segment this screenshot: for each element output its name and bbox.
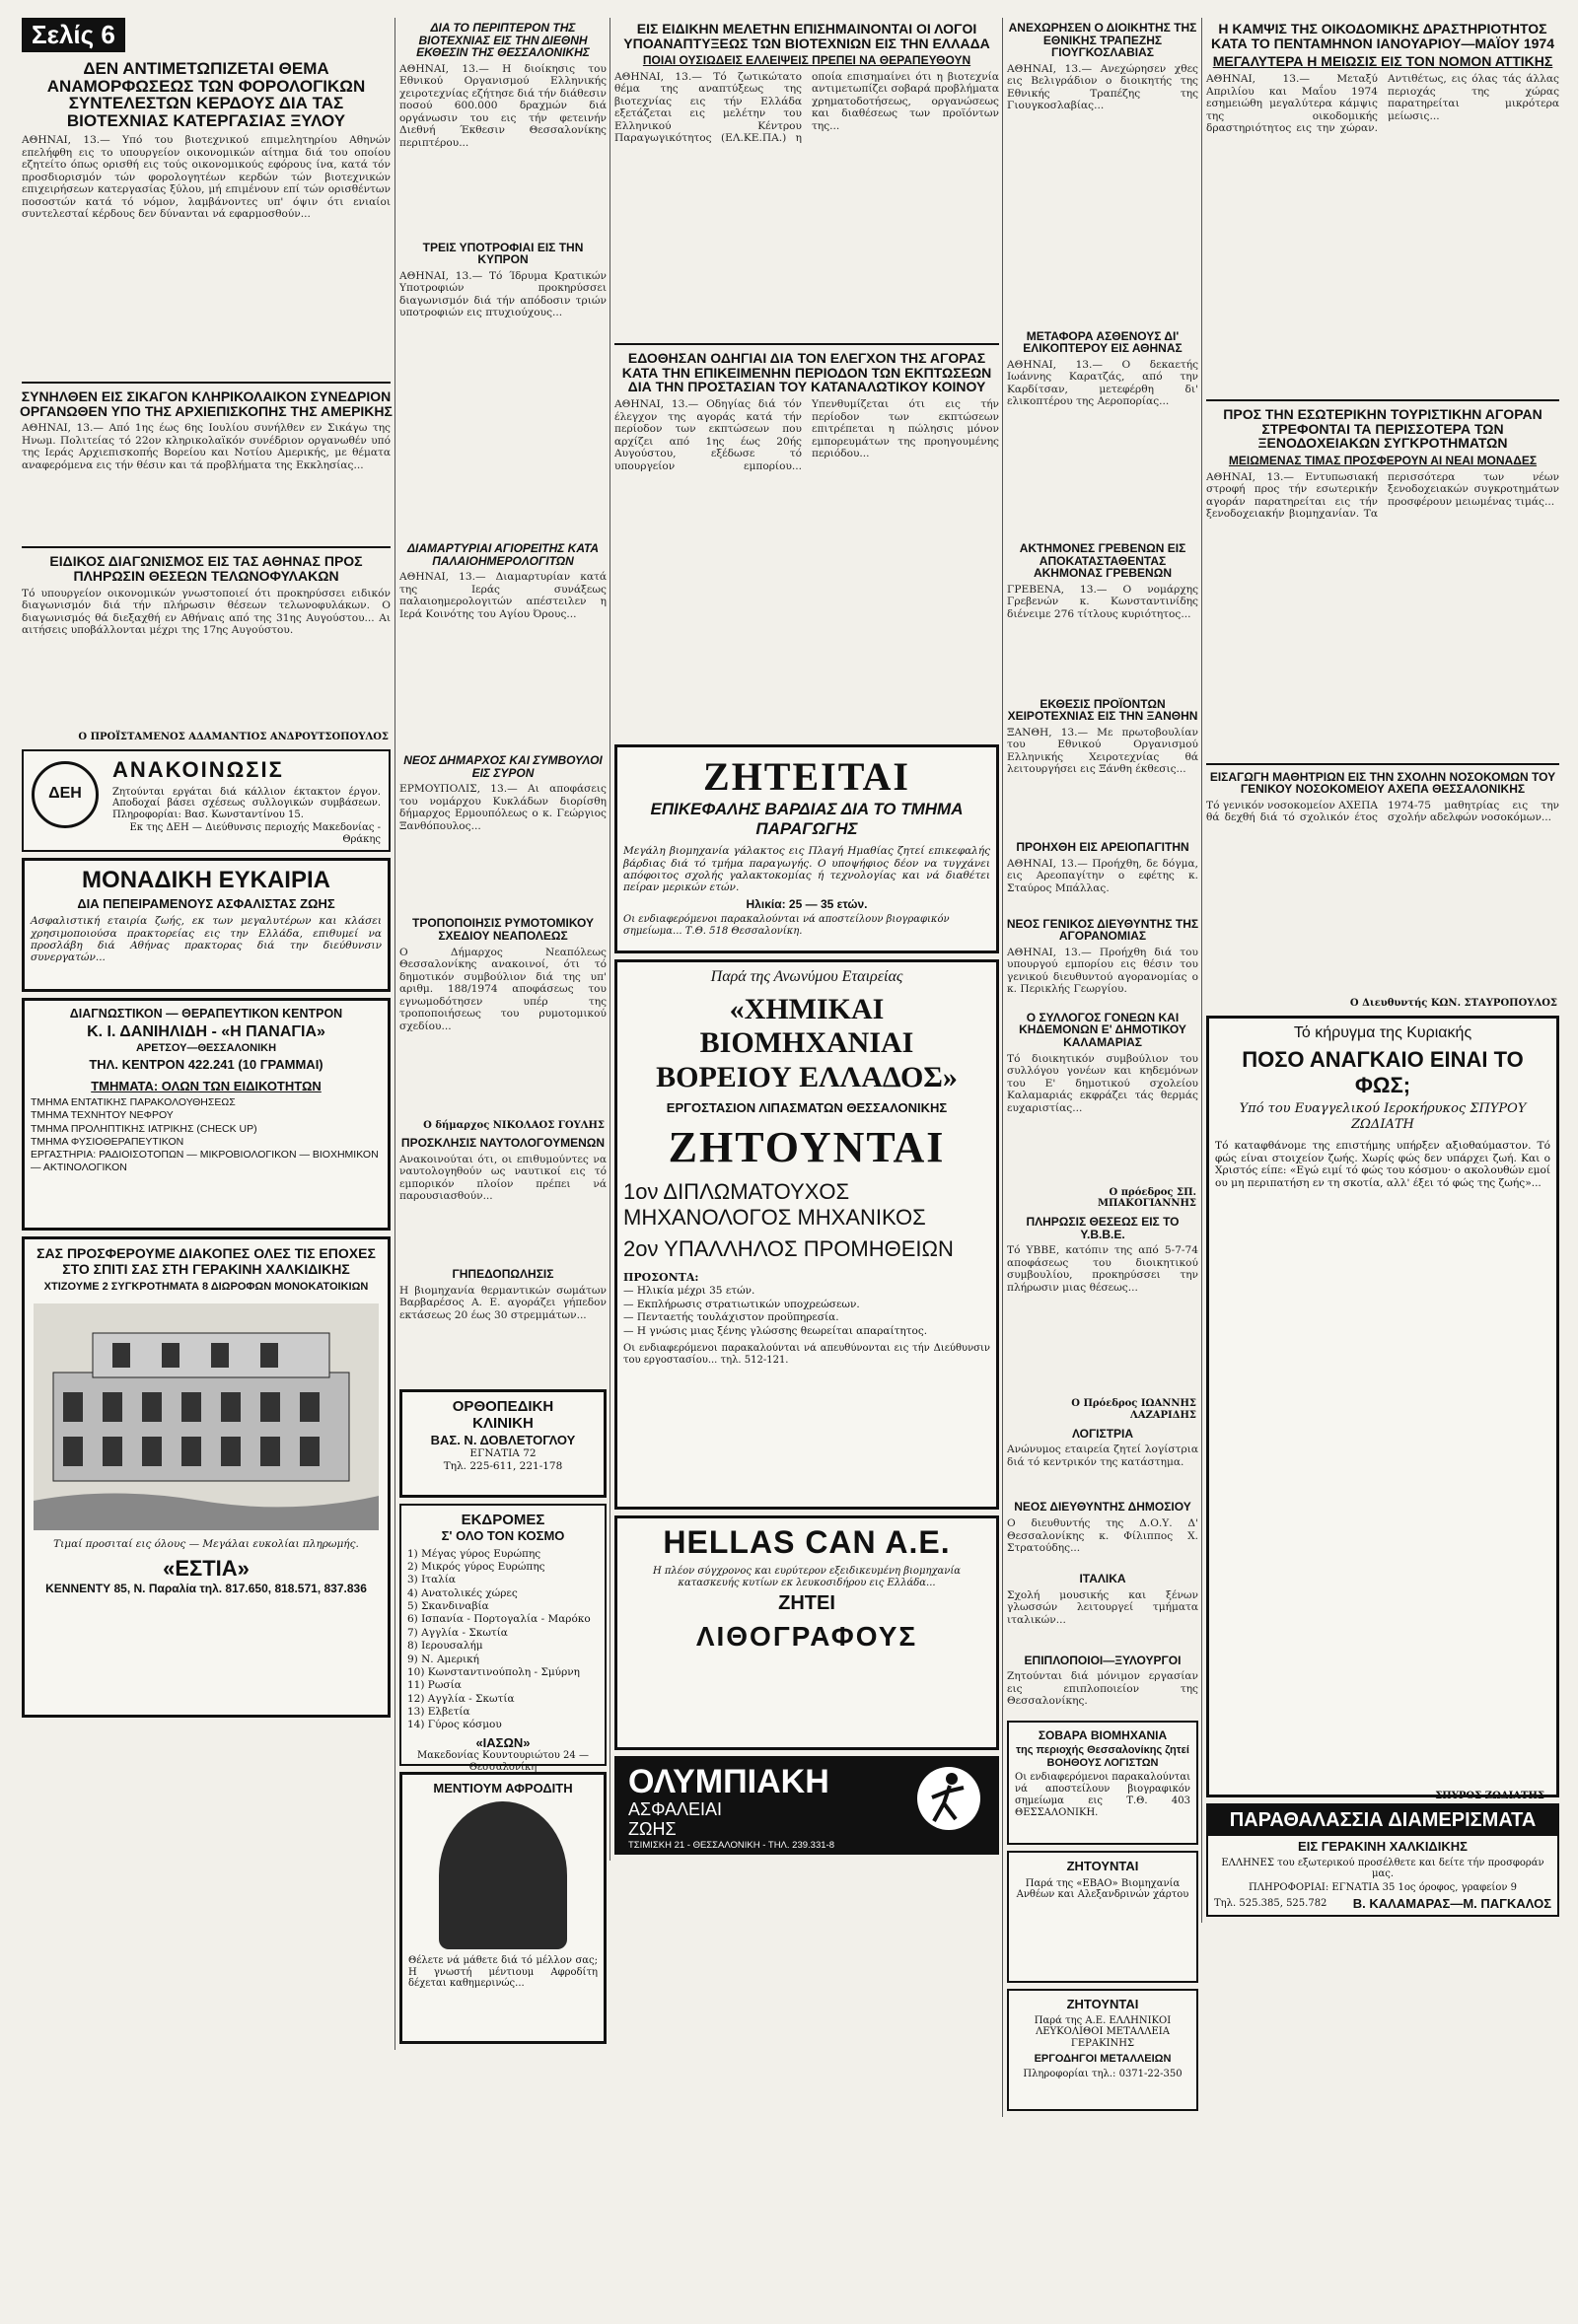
sermon-body: Τό καταφθάνομε της επιστήμης υπήρξεν αξιοθαύμαστον. Τό φώς είναι στοιχείον ζωής. Χωρίς φώς δεν υπάρχει ζωή. Και ο Χριστός είπε: «Εγώ ειμί τό φώς του κόσμου· ο ακολουθών εμοί ου μη περιπατήση εν τη σκοτία, αλλ' έξει τό φώς της ζωής»... [1215, 1140, 1550, 1189]
article-body: Σχολή μουσικής και ξένων γλωσσών λειτουργεί τμήματα ιταλικών... [1007, 1588, 1198, 1626]
ad-text: Θέλετε νά μάθετε διά τό μέλλον σας; Η γνωστή μέντιουμ Αφροδίτη δέχεται καθημερινώς... [408, 1954, 598, 1990]
signature: ΣΠΥΡΟΣ ΖΩΔΙΑΤΗΣ [1435, 1791, 1544, 1802]
article-headline: ΕΚΘΕΣΙΣ ΠΡΟΪΟΝΤΩΝ ΧΕΙΡΟΤΕΧΝΙΑΣ ΕΙΣ ΤΗΝ ΞΑΝΘΗΝ [1007, 696, 1198, 724]
clinic-dept: ΕΡΓΑΣΤΗΡΙΑ: ΡΑΔΙΟΙΣΟΤΟΠΩΝ — ΜΙΚΡΟΒΙΟΛΟΓΙΚΟΝ — ΒΙΟΧΗΜΙΚΟΝ — ΑΚΤΙΝΟΛΟΓΙΚΟΝ [31, 1149, 379, 1173]
ad-orthopedic-clinic [399, 1389, 607, 1498]
trip-item: 1) Μέγας γύρος Ευρώπης [407, 1547, 541, 1560]
sermon-kicker: Τό κήρυγμα της Κυριακής [1293, 1023, 1472, 1041]
article-body: ΑΘΗΝΑΙ, 13.— Η διοίκησις του Εθνικού Οργανισμού Ελληνικής χειροτεχνίας εζήτησε διά τήν διάθεσιν ποσού 600.000 δραχμών διά οργάνωσιν του εις τήν φετεινήν Διεθνή Έκθεσιν Θεσσαλονίκης περιπτέρου... [399, 62, 607, 149]
trip-item: 5) Σκανδιναβία [407, 1600, 489, 1613]
article-body: ΑΘΗΝΑΙ, 13.— Προήχθη διά του υπουργού εμπορίου εις θέσιν του γενικού διευθυντού αγορανομίας ο κ. Περικλής Γεωργίου. [1007, 946, 1198, 996]
ad-footer: Οι ενδιαφερόμενοι παρακαλούνται νά αποστείλουν βιογραφικόν σημείωμα... Τ.Θ. 518 Θεσσαλονίκη. [623, 913, 950, 937]
ad-subtitle: ΕΠΙΚΕΦΑΛΗΣ ΒΑΡΔΙΑΣ ΔΙΑ ΤΟ ΤΜΗΜΑ ΠΑΡΑΓΩΓΗΣ [650, 800, 964, 839]
trip-item: 4) Ανατολικές χώρες [407, 1586, 518, 1599]
article-headline: ΠΛΗΡΩΣΙΣ ΘΕΣΕΩΣ ΕΙΣ ΤΟ Υ.Β.Β.Ε. [1026, 1215, 1180, 1241]
article-subheadline: ΜΕΓΑΛΥΤΕΡΑ Η ΜΕΙΩΣΙΣ ΕΙΣ ΤΟΝ ΝΟΜΟΝ ΑΤΤΙΚΗΣ [1212, 53, 1553, 70]
article-body: Ανακοινούται ότι, οι επιθυμούντες να ναυτολογηθούν ως ναυτικοί εις τό εμπορικόν πλοίον πρέπει νά παρουσιασθούν... [399, 1153, 607, 1203]
trip-item: 9) Ν. Αμερική [407, 1653, 479, 1665]
article-headline: ΛΟΓΙΣΤΡΙΑ [1071, 1426, 1134, 1441]
ad-mines [1007, 1989, 1198, 2111]
article-headline: ΕΔΟΘΗΣΑΝ ΟΔΗΓΙΑΙ ΔΙΑ ΤΟΝ ΕΛΕΓΧΟΝ ΤΗΣ ΑΓΟΡΑΣ ΚΑΤΑ ΤΗΝ ΕΠΙΚΕΙΜΕΝΗΝ ΠΕΡΙΟΔΟΝ ΤΩΝ ΕΚΠΤΩΣΕΩΝ ΔΙΑ ΤΗΝ ΠΡΟΣΤΑΣΙΑΝ ΤΟΥ ΚΑΤΑΝΑΛΩΤΙΚΟΥ ΚΟΙΝΟΥ [621, 349, 992, 395]
ad-dei [22, 749, 391, 852]
article-body: Τό γενικόν νοσοκομείον ΑΧΕΠΑ θά δεχθή διά τό σχολικόν έτος 1974-75 μαθητρίας εις την σχολήν αδελφών νοσοκόμων... [1206, 799, 1559, 824]
article-body: ΞΑΝΘΗ, 13.— Με πρωτοβουλίαν του Εθνικού Οργανισμού Ελληνικής Χειροτεχνίας θά λειτουργήσει εις Ξάνθη έκθεσις... [1007, 726, 1198, 776]
ad-phone: Τηλ. 525.385, 525.782 [1214, 1897, 1327, 1909]
ad-text: Παρά της Α.Ε. ΕΛΛΗΝΙΚΟΙ ΛΕΥΚΟΛΙΘΟΙ ΜΕΤΑΛΛΕΙΑ ΓΕΡΑΚΙΝΗΣ [1034, 2014, 1172, 2050]
ad-footer: Οι ενδιαφερόμενοι παρακαλούνται νά απευθύνονται εις τήν Διεύθυνσιν του εργοστασίου... τηλ. 512-121. [623, 1342, 990, 1366]
signature: Ο Διευθυντής ΚΩΝ. ΣΤΑΥΡΟΠΟΥΛΟΣ [1349, 997, 1557, 1009]
ad-subtitle: ΖΗΤΕΙ [778, 1592, 835, 1615]
requirement: — Εκπλήρωσις στρατιωτικών υποχρεώσεων. [623, 1298, 860, 1310]
ad-hellas-can [614, 1515, 999, 1750]
ad-title: ΖΗΤΟΥΝΤΑΙ [668, 1122, 946, 1171]
portrait-photo-icon [439, 1801, 567, 1949]
article-headline: ΙΤΑΛΙΚΑ [1079, 1572, 1126, 1586]
agency-address: Μακεδονίας Κουντουριώτου 24 — Θεσσαλονίκη [417, 1750, 589, 1773]
ad-chemical-industries [614, 959, 999, 1510]
ad-phone: Τηλ. 225-611, 221-178 [443, 1459, 563, 1472]
ad-subtitle: ΔΙΑ ΠΕΠΕΙΡΑΜΕΝΟΥΣ ΑΣΦΑΛΙΣΤΑΣ ΖΩΗΣ [77, 895, 335, 911]
trip-list [407, 1548, 599, 1731]
ad-text: Ζητούνται εργάται διά κάλλιον έκτακτον έργον. Αποδοχαί βάσει σχέσεως συλλογικών συμβάσεων. Πληροφορίαι: Βασ. Κωνσταντίνου 15. [112, 786, 381, 821]
requirements-title: ΠΡΟΣΟΝΤΑ: [623, 1270, 699, 1284]
article-body: ΑΘΗΝΑΙ, 13.— Ανεχώρησεν χθες εις Βελιγράδιον ο διοικητής της Εθνικής Τραπέζης της Γιουγκοσλαβίας... [1007, 62, 1198, 112]
article-body: ΑΘΗΝΑΙ, 13.— Οδηγίας διά τόν έλεγχον της αγοράς κατά τήν περίοδον των εκπτώσεων που αρχίζει από 1ης έως 20ής Αυγούστου, εξέδωσε τό υπουργείον εμπορίου... Υπενθυμίζεται ότι εις τήν περίοδον των εκπτώσεων επιτρέπεται η πώλησις μόνον εμπορευμάτων της προηγουμένης περιόδου... [614, 398, 999, 472]
ad-company: «ΧΗΜΙΚΑΙ ΒΙΟΜΗΧΑΝΙΑΙ ΒΟΡΕΙΟΥ ΕΛΛΑΔΟΣ» [656, 992, 958, 1093]
clinic-dept: ΤΜΗΜΑ ΦΥΣΙΟΘΕΡΑΠΕΥΤΙΚΟΝ [31, 1135, 184, 1148]
article-headline: Η ΚΑΜΨΙΣ ΤΗΣ ΟΙΚΟΔΟΜΙΚΗΣ ΔΡΑΣΤΗΡΙΟΤΗΤΟΣ ΚΑΤΑ ΤΟ ΠΕΝΤΑΜΗΝΟΝ ΙΑΝΟΥΑΡΙΟΥ—ΜΑΪΟΥ 1974 [1211, 21, 1554, 51]
ad-title: ΔΙΑΓΝΩΣΤΙΚΟΝ — ΘΕΡΑΠΕΥΤΙΚΟΝ ΚΕΝΤΡΟΝ [69, 1006, 343, 1021]
ad-subtitle: Σ' ΟΛΟ ΤΟΝ ΚΟΣΜΟ [441, 1528, 565, 1544]
article-headline: ΠΡΟΣΚΛΗΣΙΣ ΝΑΥΤΟΛΟΓΟΥΜΕΝΩΝ [400, 1136, 606, 1151]
article-headline: ΕΙΣ ΕΙΔΙΚΗΝ ΜΕΛΕΤΗΝ ΕΠΙΣΗΜΑΙΝΟΝΤΑΙ ΟΙ ΛΟΓΟΙ ΥΠΟΑΝΑΠΤΥΞΕΩΣ ΤΩΝ ΒΙΟΤΕΧΝΙΩΝ ΕΙΣ ΤΗΝ ΕΛΛΑΔΑ [623, 21, 990, 51]
ad-address: ΚΕΝΝΕΝΤΥ 85, Ν. Παραλία τηλ. 817.650, 818.571, 837.836 [45, 1581, 367, 1595]
divider [614, 343, 999, 345]
article-body: Τό υπουργείον οικονομικών γνωστοποιεί ότι προκηρύσσει ειδικόν διαγωνισμόν διά τήν πλήρωσιν θέσεων τελωνοφυλάκων. Ο διαγωνισμός θά διεξαχθή εν Αθήναις από της 31ης Αυγούστου... Αι αιτήσεις υποβάλλονται μέχρι της 17ης Αυγούστου. [22, 587, 391, 637]
clinic-dept: ΤΜΗΜΑ ΠΡΟΛΗΠΤΙΚΗΣ ΙΑΤΡΙΚΗΣ (CHECK UP) [31, 1122, 257, 1135]
article-headline: ΤΡΟΠΟΠΟΙΗΣΙΣ ΡΥΜΟΤΟΜΙΚΟΥ ΣΧΕΔΙΟΥ ΝΕΑΠΟΛΕΩΣ [412, 916, 594, 943]
article-headline: ΜΕΤΑΦΟΡΑ ΑΣΘΕΝΟΥΣ ΔΙ' ΕΛΙΚΟΠΤΕΡΟΥ ΕΙΣ ΑΘΗΝΑΣ [1023, 328, 1183, 356]
ad-medium [399, 1772, 607, 2044]
trip-item: 14) Γύρος κόσμου [407, 1719, 502, 1731]
article-body: Τό ΥΒΒΕ, κατόπιν της από 5-7-74 αποφάσεως του διοικητικού συμβουλίου, προκηρύσσει την πλήρωσιν μιας θέσεως... [1007, 1244, 1198, 1294]
ad-title: ΜΟΝΑΔΙΚΗ ΕΥΚΑΙΡΙΑ [82, 866, 330, 893]
requirement: — Ηλικία μέχρι 35 ετών. [623, 1285, 755, 1298]
ad-title: ΣΟΒΑΡΑ ΒΙΟΜΗΧΑΝΙΑ [1038, 1728, 1168, 1743]
article-headline: ΝΕΟΣ ΓΕΝΙΚΟΣ ΔΙΕΥΘΥΝΤΗΣ ΤΗΣ ΑΓΟΡΑΝΟΜΙΑΣ [1006, 916, 1199, 944]
agency-name: «ΙΑΣΩΝ» [475, 1734, 531, 1750]
ad-line: ΟΡΘΟΠΕΔΙΚΗ [452, 1397, 554, 1415]
ad-text: Παρά της «ΕΒΑΟ» Βιομηχανία Ανθέων και Αλεξανδρινών χάρτου [1016, 1877, 1189, 1901]
ad-title: ΕΚΔΡΟΜΕΣ [461, 1511, 545, 1528]
position-1: 1ον ΔΙΠΛΩΜΑΤΟΥΧΟΣ ΜΗΧΑΝΟΛΟΓΟΣ ΜΗΧΑΝΙΚΟΣ [623, 1178, 926, 1230]
article-body: ΑΘΗΝΑΙ, 13.— Μεταξύ Απριλίου και Μαΐου 1974 εσημειώθη μεγαλύτερα κάμψις της οικοδομικής δραστηριότητος εις την χώραν. Αντιθέτως, εις όλας τάς άλλας περιοχάς της χώρας παρατηρείται μικρότερα μείωσις... [1206, 73, 1559, 135]
ad-title: ΖΗΤΟΥΝΤΑΙ [1066, 1859, 1139, 1874]
article-headline: ΕΠΙΠΛΟΠΟΙΟΙ—ΞΥΛΟΥΡΓΟΙ [1024, 1653, 1182, 1667]
ad-title: ΖΗΤΟΥΝΤΑΙ [1066, 1997, 1139, 2012]
article-body: ΑΘΗΝΑΙ, 13.— Τό ζωτικώτατο θέμα της αναπτύξεως της βιοτεχνίας εις τήν Ελλάδα εξετάζεται εις μελέτην του Ελληνικού Κέντρου Παραγωγικότητος (ΕΛ.ΚΕ.ΠΑ.) η οποία επισημαίνει ότι η βιοτεχνία αντιμετωπίζει σοβαρά προβλήματα χρηματοδοτήσεως, οργανώσεως και διαθέσεως των προϊόντων της... [614, 70, 999, 145]
trip-item: 2) Μικρός γύρος Ευρώπης [407, 1560, 545, 1573]
ad-text: Ασφαλιστική εταιρία ζωής, εκ των μεγαλυτέρων και κλάσει χρησιμοποιούσα πρακτορείας εις την Ελλάδα, επιθυμεί να προσλάβη διά Αθήνας πρακτορας διά την διεύθυνσιν συνεργατών... [31, 915, 382, 964]
article-headline: ΝΕΟΣ ΔΗΜΑΡΧΟΣ ΚΑΙ ΣΥΜΒΟΥΛΟΙ ΕΙΣ ΣΥΡΟΝ [403, 753, 603, 780]
article-headline: ΠΡΟΣ ΤΗΝ ΕΣΩΤΕΡΙΚΗΝ ΤΟΥΡΙΣΤΙΚΗΝ ΑΓΟΡΑΝ ΣΤΡΕΦΟΝΤΑΙ ΤΑ ΠΕΡΙΣΣΟΤΕΡΑ ΤΩΝ ΞΕΝΟΔΟΧΕΙΑΚΩΝ ΣΥΓΚΡΟΤΗΜΑΤΩΝ [1223, 406, 1542, 452]
ad-title: ΣΑΣ ΠΡΟΣΦΕΡΟΥΜΕ ΔΙΑΚΟΠΕΣ ΟΛΕΣ ΤΙΣ ΕΠΟΧΕΣ ΣΤΟ ΣΠΙΤΙ ΣΑΣ ΣΤΗ ΓΕΡΑΚΙΝΗ ΧΑΛΚΙΔΙΚΗΣ [36, 1244, 376, 1278]
article-subheadline: ΜΕΙΩΜΕΝΑΣ ΤΙΜΑΣ ΠΡΟΣΦΕΡΟΥΝ ΑΙ ΝΕΑΙ ΜΟΝΑΔΕΣ [1228, 454, 1538, 468]
trip-item: 12) Αγγλία - Σκωτία [407, 1692, 515, 1705]
ad-subtitle: της περιοχής Θεσσαλονίκης ζητεί ΒΟΗΘΟΥΣ ΛΟΓΙΣΤΩΝ [1016, 1744, 1189, 1770]
trip-item: 3) Ιταλία [407, 1574, 457, 1586]
article-headline: ΕΙΔΙΚΟΣ ΔΙΑΓΩΝΙΣΜΟΣ ΕΙΣ ΤΑΣ ΑΘΗΝΑΣ ΠΡΟΣ ΠΛΗΡΩΣΙΝ ΘΕΣΕΩΝ ΤΕΛΩΝΟΦΥΛΑΚΩΝ [49, 553, 363, 585]
page-number-label: Σελίς 6 [22, 18, 125, 52]
ad-intro: Παρά της Ανωνύμου Εταιρείας [710, 968, 903, 986]
article-body: Ο διευθυντής της Δ.Ο.Υ. Δ' Θεσσαλονίκης κ. Φίλιππος Χ. Στρατούδης... [1007, 1517, 1198, 1555]
article-headline: Ο ΣΥΛΛΟΓΟΣ ΓΟΝΕΩΝ ΚΑΙ ΚΗΔΕΜΟΝΩΝ Ε' ΔΗΜΟΤΙΚΟΥ ΚΑΛΑΜΑΡΙΑΣ [1019, 1010, 1186, 1049]
ad-clinic-panagia [22, 998, 391, 1231]
signature: Ο δήμαρχος ΝΙΚΟΛΑΟΣ ΓΟΥΛΗΣ [423, 1119, 605, 1131]
ad-text: Η πλέον σύγχρονος και ευρύτερον εξειδικευμένη βιομηχανία κατασκευής κυτίων εκ λευκοσιδήρου εις Ελλάδα... [652, 1565, 962, 1588]
ad-signature: Εκ της ΔΕΗ — Διεύθυνσις περιοχής Μακεδονίας - Θράκης [129, 822, 381, 845]
building-illustration-icon [34, 1303, 379, 1530]
ad-seaside-apartments [1206, 1803, 1559, 1918]
article-body: ΑΘΗΝΑΙ, 13.— Από 1ης έως 6ης Ιουλίου συνήλθεν εν Σικάγω της Ηνωμ. Πολιτείας τό 22ον κληρικολαϊκόν συνέδριον οργανωθέν υπό της Ιεράς Αρχιεπισκοπής Βορείου και Νοτίου Αμερικής, με θέματα αναφερόμενα εις τήν θέσιν και τά προβλήματα της Εκκλησίας... [22, 422, 391, 471]
ad-subtitle: ΧΤΙΖΟΥΜΕ 2 ΣΥΓΚΡΟΤΗΜΑΤΑ 8 ΔΙΩΡΟΦΩΝ ΜΟΝΟΚΑΤΟΙΚΙΩΝ [43, 1280, 369, 1293]
article-headline: ΑΚΤΗΜΟΝΕΣ ΓΡΕΒΕΝΩΝ ΕΙΣ ΑΠΟΚΑΤΑΣΤΑΘΕΝΤΑΣ ΑΚΗΜΟΝΑΣ ΓΡΕΒΕΝΩΝ [1019, 540, 1186, 581]
ad-sub: ΕΡΓΟΣΤΑΣΙΟΝ ΛΙΠΑΣΜΑΤΩΝ ΘΕΣΣΑΛΟΝΙΚΗΣ [666, 1100, 948, 1116]
article-body: Ο Δήμαρχος Νεαπόλεως Θεσσαλονίκης ανακοινοί, ότι τό δημοτικόν συμβούλιον διά της υπ' αριθμ. 188/1974 αποφάσεως του εγνωμοδότησεν υπέρ της τροποποιήσεως του ρυμοτομικού σχεδίου... [399, 946, 607, 1032]
clinic-dept: ΤΜΗΜΑ ΕΝΤΑΤΙΚΗΣ ΠΑΡΑΚΟΛΟΥΘΗΣΕΩΣ [31, 1095, 236, 1108]
article-body: ΑΘΗΝΑΙ, 13.— Τό Ίδρυμα Κρατικών Υποτροφιών προκηρύσσει διαγωνισμόν διά τήν απόδοσιν τριών υποτροφιών εις πτυχιούχους... [399, 269, 607, 319]
ad-text: ΕΛΛΗΝΕΣ του εξωτερικού προσέλθετε και δείτε τήν προσφοράν μας. [1221, 1857, 1544, 1880]
ad-estia-gerakini [22, 1236, 391, 1718]
discus-thrower-icon [914, 1764, 983, 1833]
ad-title: HELLAS CAN A.E. [663, 1524, 951, 1561]
article-body: ΓΡΕΒΕΝΑ, 13.— Ο νομάρχης Γρεβενών κ. Κωνσταντινίδης διένειμε 276 τίτλους κυριότητος... [1007, 583, 1198, 620]
article-headline: ΔΕΝ ΑΝΤΙΜΕΤΩΠΙΖΕΤΑΙ ΘΕΜΑ ΑΝΑΜΟΡΦΩΣΕΩΣ ΤΩΝ ΦΟΡΟΛΟΓΙΚΩΝ ΣΥΝΤΕΛΕΣΤΩΝ ΚΕΡΔΟΥΣ ΔΙΑ ΤΑΣ ΒΙΟΤΕΧΝΙΑΣ ΚΑΤΕΡΓΑΣΙΑΣ ΞΥΛΟΥ [46, 58, 366, 131]
signature: Ο πρόεδρος ΣΠ. ΜΠΑΚΟΓΙΑΝΝΗΣ [1097, 1186, 1196, 1210]
clinic-name: Κ. Ι. ΔΑΝΙΗΛΙΔΗ - «Η ΠΑΝΑΓΙΑ» [87, 1023, 325, 1041]
ad-insurance [22, 858, 391, 992]
ad-excursions [399, 1504, 607, 1773]
ad-title: ΜΕΝΤΙΟΥΜ ΑΦΡΟΔΙΤΗ [433, 1780, 573, 1796]
requirement: — Πενταετής τουλάχιστον προϋπηρεσία. [623, 1311, 839, 1324]
requirement: — Η γνώσις μιας ξένης γλώσσης θεωρείται απαραίτητος. [623, 1324, 928, 1337]
divider [1206, 399, 1559, 401]
ad-title: ΖΗΤΕΙΤΑΙ [703, 754, 910, 800]
divider [22, 546, 391, 548]
ad-address: ΠΛΗΡΟΦΟΡΙΑΙ: ΕΓΝΑΤΙΑ 35 1ος όροφος, γραφείον 9 [1249, 1882, 1517, 1894]
ad-name: ΒΑΣ. Ν. ΔΟΒΛΕΤΟΓΛΟΥ [430, 1432, 576, 1447]
trip-item: 7) Αγγλία - Σκωτία [407, 1626, 508, 1639]
ad-brand: ΟΛΥΜΠΙΑΚΗ [628, 1763, 829, 1801]
article-headline: ΠΡΟΗΧΘΗ ΕΙΣ ΑΡΕΙΟΠΑΓΙΤΗΝ [1016, 839, 1189, 854]
trip-item: 13) Ελβετία [407, 1706, 470, 1719]
dei-logo-icon: ΔΕΗ [32, 761, 99, 828]
trip-item: 6) Ισπανία - Πορτογαλία - Μαρόκο [407, 1613, 591, 1626]
article-body: ΑΘΗΝΑΙ, 13.— Ο δεκαετής Ιωάννης Καρατζάς, από την Καρδίτσαν, μετεφέρθη δι' ελικοπτέρου της Αεροπορίας... [1007, 358, 1198, 408]
article-headline: ΔΙΑΜΑΡΤΥΡΙΑΙ ΑΓΙΟΡΕΙΤΗΣ ΚΑΤΑ ΠΑΛΑΙΟΗΜΕΡΟΛΟΓΙΤΩΝ [406, 540, 600, 568]
article-body: Η βιομηχανία θερμαντικών σωμάτων Βαρβαρέσος Α. Ε. αγοράζει γήπεδον εκτάσεως 20 έως 30 στρεμμάτων... [399, 1284, 607, 1321]
ad-line: ΚΛΙΝΙΚΗ [472, 1415, 534, 1433]
clinic-sections-title: ΤΜΗΜΑΤΑ: ΟΛΩΝ ΤΩΝ ΕΙΔΙΚΟΤΗΤΩΝ [91, 1078, 322, 1093]
ad-evao [1007, 1851, 1198, 1983]
article-headline: ΝΕΟΣ ΔΙΕΥΘΥΝΤΗΣ ΔΗΜΟΣΙΟΥ [1014, 1500, 1191, 1514]
sermon-box [1206, 1016, 1559, 1802]
signature: Ο Πρόεδρος ΙΩΑΝΝΗΣ ΛΑΖΑΡΙΔΗΣ [1071, 1398, 1196, 1422]
ad-address: ΤΣΙΜΙΣΚΗ 21 - ΘΕΣΣΑΛΟΝΙΚΗ - ΤΗΛ. 239.331-8 [628, 1839, 834, 1851]
article-body: ΕΡΜΟΥΠΟΛΙΣ, 13.— Αι αποφάσεις του νομάρχου Κυκλάδων διορίσθη δήμαρχος Ερμουπόλεως ο κ. Γεώργιος Ξανθόπουλος... [399, 783, 607, 832]
clinic-dept: ΤΜΗΜΑ ΤΕΧΝΗΤΟΥ ΝΕΦΡΟΥ [31, 1109, 174, 1122]
article-headline: ΑΝΕΧΩΡΗΣΕΝ Ο ΔΙΟΙΚΗΤΗΣ ΤΗΣ ΕΘΝΙΚΗΣ ΤΡΑΠΕΖΗΣ ΓΙΟΥΓΚΟΣΛΑΒΙΑΣ [1008, 21, 1197, 60]
position-2: 2ον ΥΠΑΛΛΗΛΟΣ ΠΡΟΜΗΘΕΙΩΝ [623, 1235, 954, 1261]
article-headline: ΣΥΝΗΛΘΕΝ ΕΙΣ ΣΙΚΑΓΟΝ ΚΛΗΡΙΚΟΛΑΙΚΟΝ ΣΥΝΕΔΡΙΟΝ ΟΡΓΑΝΩΘΕΝ ΥΠΟ ΤΗΣ ΑΡΧΙΕΠΙΣΚΟΠΗΣ ΤΗΣ ΑΜΕΡΙΚΗΣ [20, 388, 393, 419]
ad-line: ΖΩΗΣ [628, 1819, 677, 1840]
article-body: ΑΘΗΝΑΙ, 13.— Υπό του βιοτεχνικού επιμελητηρίου Αθηνών επελήφθη εις το υπουργείον οικονομικών αίτημα διά του οποίου εζητείτο όπως ορισθή εις τούς οικονομικούς εφόρους ίνα, κατά τόν προσδιορισμόν τών φορολογητέων κερδών τών βιοτεχνικών επιχειρήσεων κατεργασίας ξύλου, μή επιμένουν επί τών ορισθέντων ποσοστών κατά τό νόμον, λαμβάνοντες υπ' όψιν ότι ενιαίοι συντελεσταί κέρδους δεν δύνανται νά εφαρμοσθούν... [22, 134, 391, 221]
article-headline: ΕΙΣΑΓΩΓΗ ΜΑΘΗΤΡΙΩΝ ΕΙΣ ΤΗΝ ΣΧΟΛΗΝ ΝΟΣΟΚΟΜΩΝ ΤΟΥ ΓΕΝΙΚΟΥ ΝΟΣΟΚΟΜΕΙΟΥ ΑΧΕΠΑ ΘΕΣΣΑΛΟΝΙΚΗΣ [1209, 769, 1556, 797]
ad-text: Μεγάλη βιομηχανία γάλακτος εις Πλαγή Ημαθίας ζητεί επικεφαλής βάρδιας διά τό τμήμα παραγωγής. Ο υποψήφιος δέον να τυγχάνει απόφοιτος σχολής γαλακτοκομίας ή τεχνολογίας και νά διαθέτει πείραν μερικών ετών. [623, 845, 990, 894]
ad-line: ΑΣΦΑΛΕΙΑΙ [628, 1799, 723, 1820]
ad-age: Ηλικία: 25 — 35 ετών. [746, 896, 868, 911]
signature: Ο ΠΡΟΪΣΤΑΜΕΝΟΣ ΑΔΑΜΑΝΤΙΟΣ ΑΝΔΡΟΥΤΣΟΠΟΥΛΟΣ [78, 731, 389, 742]
article-headline: ΔΙΑ ΤΟ ΠΕΡΙΠΤΕΡΟΝ ΤΗΣ ΒΙΟΤΕΧΝΙΑΣ ΕΙΣ ΤΗΝ ΔΙΕΘΝΗ ΕΚΘΕΣΙΝ ΤΗΣ ΘΕΣΣΑΛΟΝΙΚΗΣ [416, 21, 590, 60]
column-2 [394, 18, 610, 2050]
ad-shift-supervisor [614, 744, 999, 953]
trip-item: 10) Κωνσταντινούπολη - Σμύρνη [407, 1665, 580, 1678]
ad-title: ΠΑΡΑΘΑΛΑΣΣΙΑ ΔΙΑΜΕΡΙΣΜΑΤΑ [1208, 1805, 1557, 1837]
article-subheadline: ΠΟΙΑΙ ΟΥΣΙΩΔΕΙΣ ΕΛΛΕΙΨΕΙΣ ΠΡΕΠΕΙ ΝΑ ΘΕΡΑΠΕΥΘΟΥΝ [642, 53, 971, 68]
divider [1206, 763, 1559, 765]
sermon-title: ΠΟΣΟ ΑΝΑΓΚΑΙΟ ΕΙΝΑΙ ΤΟ ΦΩΣ; [1242, 1046, 1524, 1097]
ad-company: «ΕΣΤΙΑ» [163, 1555, 250, 1581]
column-5 [1201, 18, 1563, 1923]
ad-role: ΛΙΘΟΓΡΑΦΟΥΣ [695, 1620, 918, 1652]
article-headline: ΤΡΕΙΣ ΥΠΟΤΡΟΦΙΑΙ ΕΙΣ ΤΗΝ ΚΥΠΡΟΝ [422, 240, 584, 267]
divider [22, 382, 391, 384]
ad-footer: Πληροφορίαι τηλ.: 0371-22-350 [1023, 2068, 1183, 2079]
sermon-byline: Υπό του Ευαγγελικού Ιεροκήρυκος ΣΠΥΡΟΥ ΖΩΔΙΑΤΗ [1239, 1101, 1527, 1132]
clinic-phone: ΤΗΛ. ΚΕΝΤΡΟΝ 422.241 (10 ΓΡΑΜΜΑΙ) [89, 1057, 323, 1073]
ad-address: ΕΓΝΑΤΙΑ 72 [469, 1447, 537, 1460]
trip-item: 11) Ρωσία [407, 1679, 462, 1692]
ad-text: Οι ενδιαφερόμενοι παρακαλούνται νά αποστείλουν βιογραφικόν σημείωμα εις Τ.Θ. 403 ΘΕΣΣΑΛΟΝΙΚΗ. [1015, 1772, 1190, 1818]
trip-item: 8) Ιερουσαλήμ [407, 1640, 483, 1653]
ad-subtitle: ΕΙΣ ΓΕΡΑΚΙΝΗ ΧΑΛΚΙΔΙΚΗΣ [1298, 1839, 1468, 1855]
clinic-address: ΑΡΕΤΣΟΥ—ΘΕΣΣΑΛΟΝΙΚΗ [135, 1042, 277, 1055]
ad-company: Β. ΚΑΛΑΜΑΡΑΣ—Μ. ΠΑΓΚΑΛΟΣ [1352, 1896, 1551, 1912]
article-body: Τό διοικητικόν συμβούλιον του συλλόγου γονέων και κηδεμόνων του Ε' δημοτικού σχολείου Καλαμαριάς εκφράζει τάς θερμάς ευχαριστίας... [1007, 1052, 1198, 1114]
article-body: ΑΘΗΝΑΙ, 13.— Διαμαρτυρίαν κατά της Ιεράς συνάξεως παλαιοημερολογιτών απέστειλεν η Ιερά Κοινότης του Αγίου Όρους... [399, 571, 607, 620]
article-body: ΑΘΗΝΑΙ, 13.— Προήχθη, δε δόγμα, εις Αρεοπαγίτην ο εφέτης κ. Σταύρος Μπάλλας. [1007, 857, 1198, 894]
ad-role: ΕΡΓΟΔΗΓΟΙ ΜΕΤΑΛΛΕΙΩΝ [1034, 2052, 1172, 2065]
article-body: Ζητούνται διά μόνιμον εργασίαν εις επιπλοποιείον της Θεσσαλονίκης. [1007, 1670, 1198, 1708]
ad-caption: Τιμαί προσιταί εις όλους — Μεγάλαι ευκολίαι πληρωμής. [53, 1537, 359, 1550]
article-body: Ανώνυμος εταιρεία ζητεί λογίστρια διά τό κεντρικόν της κατάστημα. [1007, 1444, 1198, 1468]
column-4 [1002, 18, 1202, 2117]
column-3 [610, 18, 1003, 1861]
article-headline: ΓΗΠΕΔΟΠΩΛΗΣΙΣ [452, 1266, 554, 1281]
column-1 [18, 18, 394, 1724]
ad-olympiaki [614, 1756, 999, 1855]
article-body: ΑΘΗΝΑΙ, 13.— Εντυπωσιακή στροφή προς τήν εσωτερικήν αγοράν παρατηρείται εις τήν ξενοδοχειακήν βιομηχανίαν. Τα περισσότερα των νέων ξενοδοχειακών συγκροτημάτων προσφέρουν μειωμένας τιμάς... [1206, 470, 1559, 521]
ad-accountants [1007, 1721, 1198, 1845]
ad-title: ΑΝΑΚΟΙΝΩΣΙΣ [112, 756, 284, 782]
